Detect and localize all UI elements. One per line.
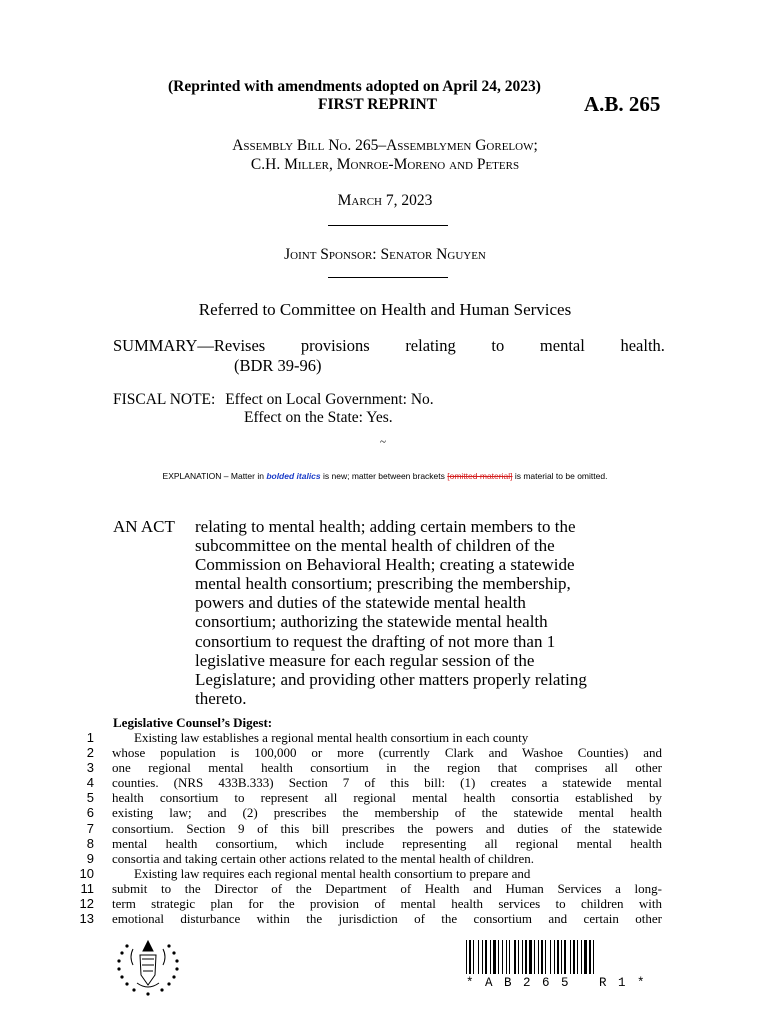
barcode-icon	[466, 940, 662, 974]
act-line: legislative measure for each regular session of the	[195, 650, 535, 670]
line-number: 8	[86, 835, 94, 851]
digest-line: whose population is 100,000 or more (currently Clark and Washoe Counties) and	[112, 745, 662, 761]
sponsors-line-2: C.H. Miller, Monroe-Moreno and Peters	[250, 156, 520, 173]
separator-rule	[328, 225, 448, 226]
explanation-middle: is new; matter between brackets	[320, 471, 448, 481]
digest-line: counties. (NRS 433B.333) Section 7 of this bill: (1) creates a statewide mental	[112, 775, 662, 791]
reprint-notice: (Reprinted with amendments adopted on April 24, 2023)	[168, 78, 541, 95]
digest-line: mental health consortium, which include representing all regional mental health	[112, 835, 662, 851]
tilde-divider: ~	[380, 436, 386, 448]
line-number: 12	[79, 896, 94, 912]
line-number: 3	[86, 760, 94, 776]
act-line: thereto.	[195, 688, 247, 708]
summary-bdr: (BDR 39-96)	[234, 356, 322, 375]
fiscal-local-effect: Effect on Local Government: No.	[225, 391, 434, 408]
act-line: subcommittee on the mental health of children of the	[195, 536, 555, 556]
explanation-prefix: EXPLANATION – Matter in	[162, 471, 267, 481]
act-line: mental health consortium; prescribing the membership,	[195, 574, 571, 594]
separator-rule	[328, 277, 448, 278]
line-number: 7	[86, 820, 94, 836]
first-reprint-label: FIRST REPRINT	[318, 96, 438, 113]
digest-line: consortia and taking certain other actions related to the mental health of children.	[112, 850, 534, 866]
act-line: powers and duties of the statewide mental health	[195, 593, 526, 613]
act-label: AN ACT	[113, 517, 175, 536]
line-number: 2	[86, 745, 94, 761]
digest-line: emotional disturbance within the jurisdiction of the consortium and certain other	[112, 911, 662, 927]
bill-date: March 7, 2023	[337, 192, 433, 209]
digest-line: health consortium to represent all regional mental health consortia established by	[112, 790, 662, 806]
summary-word: provisions	[300, 336, 370, 355]
summary-word: health.	[620, 336, 665, 355]
line-number: 10	[79, 865, 94, 881]
explanation-note	[0, 471, 770, 481]
line-number: 11	[80, 880, 94, 896]
line-number: 9	[86, 850, 94, 866]
act-line: Commission on Behavioral Health; creating a statewide	[195, 555, 575, 575]
joint-sponsor: Joint Sponsor: Senator Nguyen	[284, 246, 486, 263]
explanation-omitted-text: [omitted material]	[447, 471, 513, 481]
act-line: relating to mental health; adding certain members to the	[195, 517, 576, 536]
summary-word: relating	[405, 336, 456, 355]
sponsors-line-1: Assembly Bill No. 265–Assemblymen Gorelow;	[232, 137, 538, 154]
digest-line: Existing law requires each regional mental health consortium to prepare and	[134, 865, 531, 881]
digest-line: consortium. Section 9 of this bill prescribes the powers and duties of the statewide	[112, 820, 662, 836]
digest-line: submit to the Director of the Department of Health and Human Services a long-	[112, 880, 662, 896]
summary-first-line	[113, 336, 665, 356]
digest-line: existing law; and (2) prescribes the membership of the statewide mental health	[112, 805, 662, 821]
summary-word: to	[491, 336, 505, 355]
summary-label: SUMMARY—Revises	[113, 336, 266, 355]
digest-line: one regional mental health consortium in the region that comprises all other	[112, 760, 662, 776]
nevada-state-seal-icon	[113, 935, 183, 997]
line-number: 1	[86, 730, 94, 745]
act-title	[113, 517, 663, 708]
committee-referral: Referred to Committee on Health and Human Services	[198, 300, 572, 319]
line-number: 6	[86, 805, 94, 821]
line-numbers	[60, 730, 94, 926]
line-number: 4	[86, 775, 94, 791]
barcode-text: * A B 2 6 5 R 1 *	[466, 976, 647, 990]
line-number: 5	[86, 790, 94, 806]
summary-word: mental	[539, 336, 585, 355]
fiscal-state-effect: Effect on the State: Yes.	[244, 409, 393, 426]
digest-body	[112, 730, 662, 926]
act-line: consortium; authorizing the statewide mental health	[195, 612, 548, 632]
act-line: Legislature; and providing other matters properly relating	[195, 669, 587, 689]
explanation-new-text: bolded italics	[266, 471, 321, 481]
bill-number: A.B. 265	[584, 92, 661, 116]
fiscal-note-label: FISCAL NOTE:	[113, 391, 216, 408]
digest-title: Legislative Counsel’s Digest:	[113, 715, 273, 730]
act-line: consortium to request the drafting of not more than 1	[195, 631, 556, 651]
line-number: 13	[79, 911, 94, 927]
fiscal-note	[113, 391, 434, 427]
summary-block	[113, 336, 665, 376]
digest-line: term strategic plan for the provision of mental health services to children with	[112, 896, 662, 912]
explanation-suffix: is material to be omitted.	[512, 471, 608, 481]
digest-line: Existing law establishes a regional mental health consortium in each county	[134, 730, 529, 745]
